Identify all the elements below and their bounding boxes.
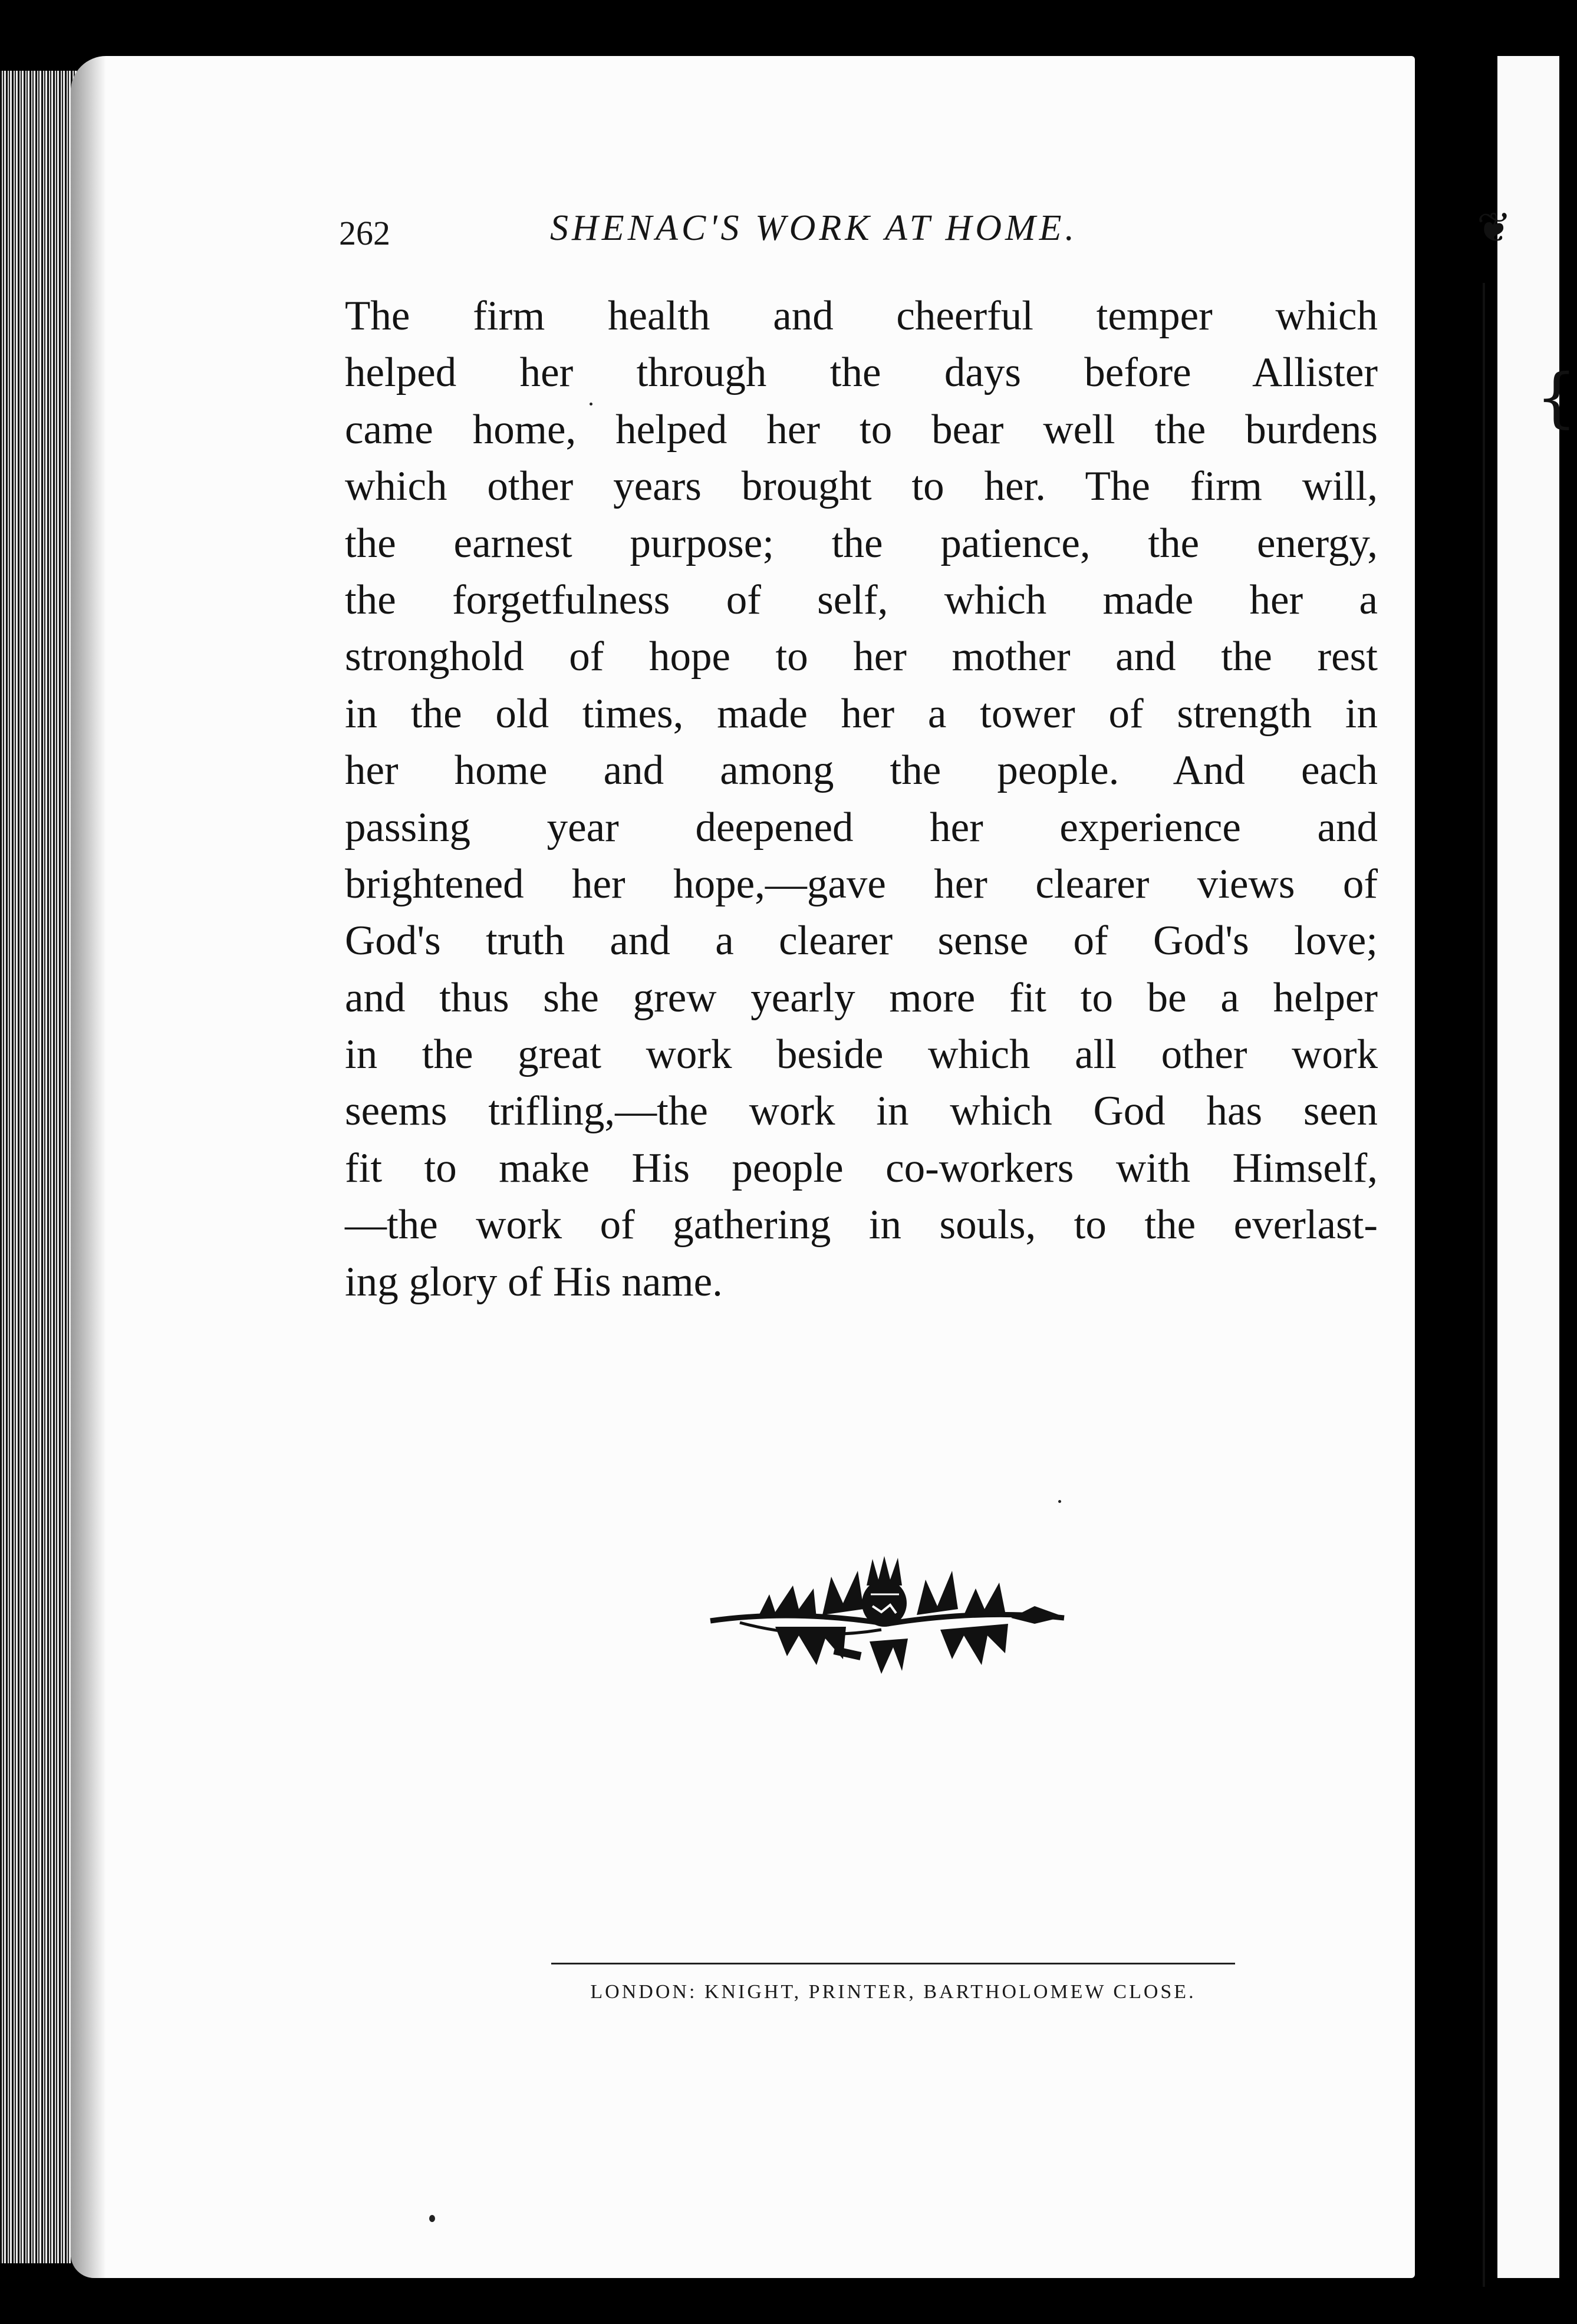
ink-speck [1058, 1500, 1061, 1503]
text-line: in the old times, made her a tower of strength in [345, 690, 1378, 737]
ink-speck [590, 403, 592, 406]
book-gutter [1415, 0, 1497, 2324]
text-line: the forgetfulness of self, which made her a [345, 576, 1378, 623]
printer-imprint [551, 1963, 1235, 2003]
body-text [345, 288, 1378, 1310]
text-line: ing glory of His name. [345, 1258, 723, 1305]
text-line: came home, helped her to bear well the burdens [345, 406, 1378, 453]
page-edge-shadow [71, 56, 106, 2278]
text-line: and thus she grew yearly more fit to be a helper [345, 974, 1378, 1021]
text-line: God's truth and a clearer sense of God's love; [345, 918, 1378, 964]
text-line: —the work of gathering in souls, to the everlast- [345, 1202, 1378, 1248]
imprint-rule [551, 1963, 1235, 1964]
right-page-border [1483, 283, 1485, 2287]
text-line: helped her through the days before Allister [345, 350, 1378, 396]
right-page-flourish-icon: { [1536, 360, 1577, 435]
text-line: passing year deepened her experience and [345, 804, 1378, 851]
ink-speck [429, 2215, 435, 2222]
right-page-ornament-icon: ❦ [1477, 203, 1512, 252]
text-line: her home and among the people. And each [345, 747, 1378, 794]
running-head [339, 207, 1164, 261]
page-number: 262 [339, 214, 390, 252]
imprint-text: LONDON: KNIGHT, PRINTER, BARTHOLOMEW CLOSE. [590, 1981, 1196, 2003]
text-line: brightened her hope,—gave her clearer views of [345, 861, 1378, 907]
text-line: in the great work beside which all other work [345, 1031, 1378, 1078]
text-line: fit to make His people co-workers with Himself, [345, 1145, 1378, 1191]
running-title: SHENAC'S WORK AT HOME. [550, 208, 1078, 248]
text-line: which other years brought to her. The firm will, [345, 463, 1378, 510]
text-line: the earnest purpose; the patience, the energy, [345, 520, 1378, 566]
text-line: stronghold of hope to her mother and the rest [345, 634, 1378, 680]
text-line: seems trifling,—the work in which God has seen [345, 1088, 1378, 1135]
text-line: The firm health and cheerful temper which [345, 293, 1378, 339]
thistle-vignette-icon [704, 1553, 1070, 1683]
